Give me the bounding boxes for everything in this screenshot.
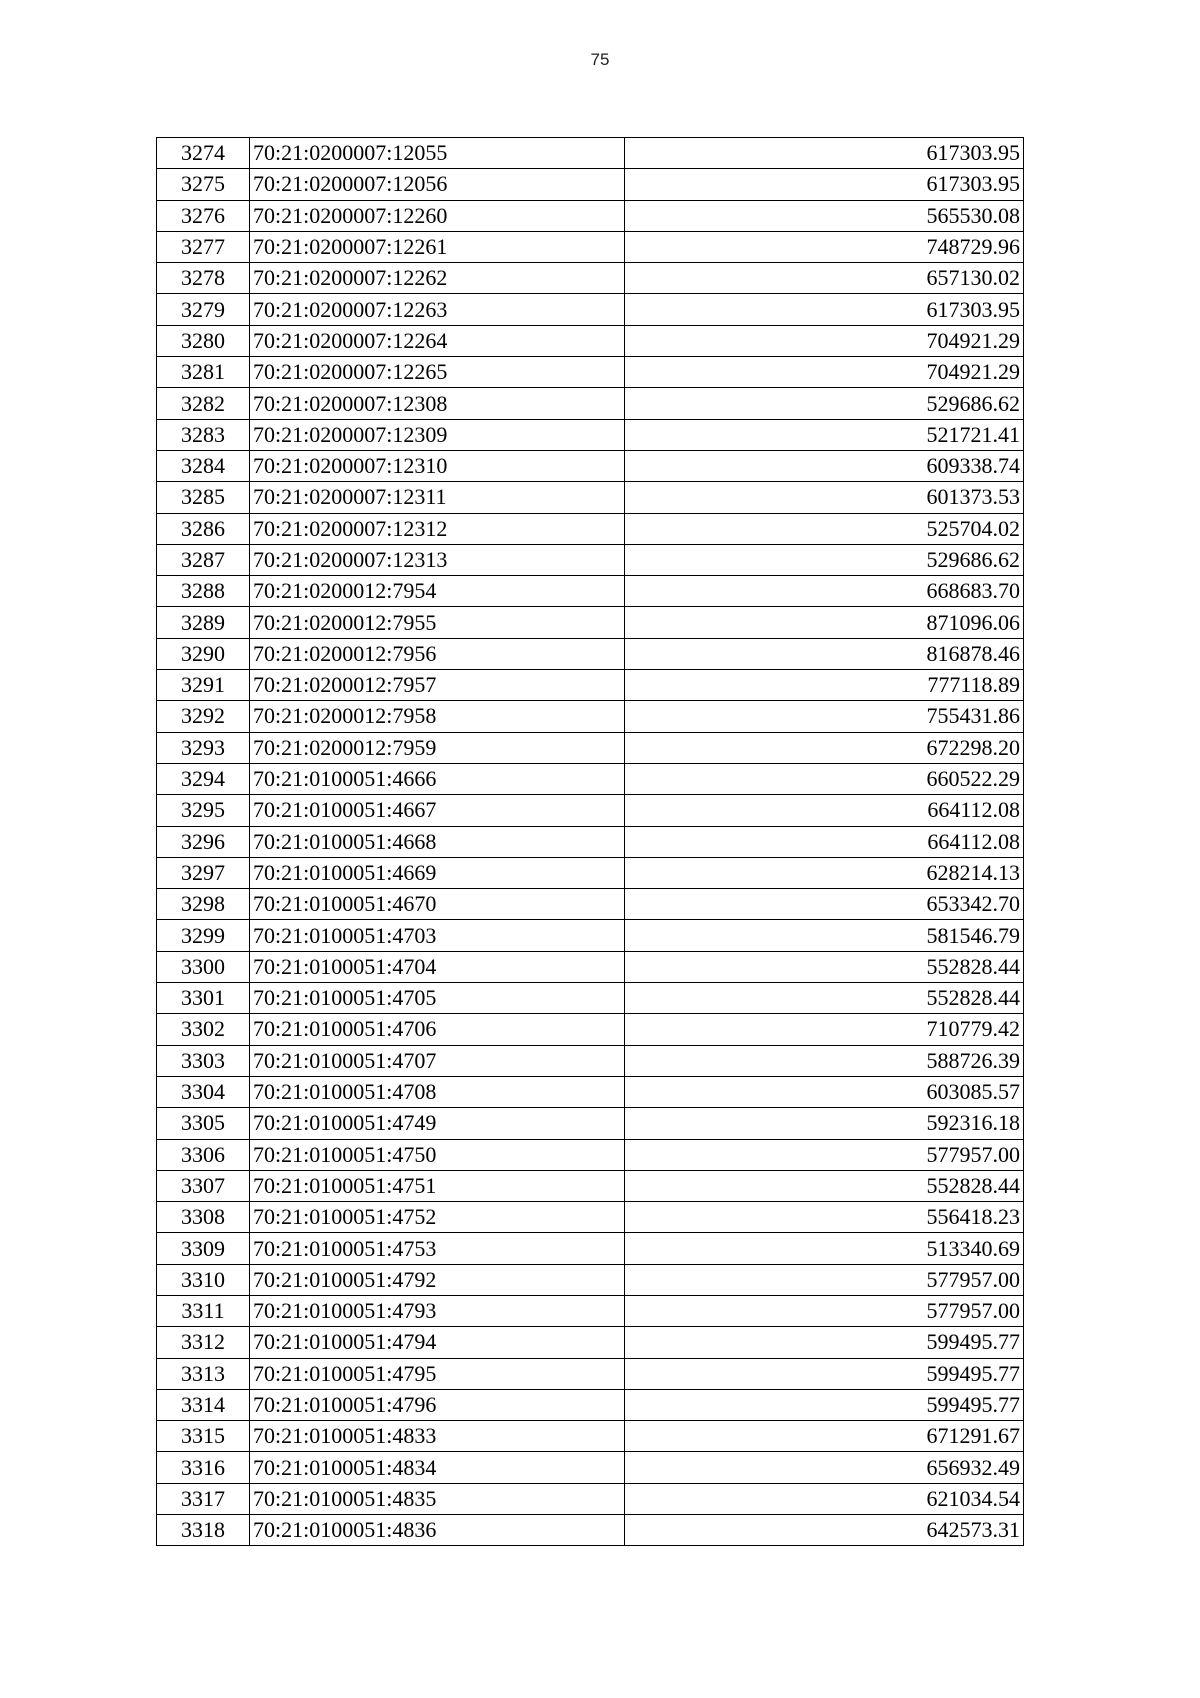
cadastral-number-cell: 70:21:0100051:4793 <box>250 1295 625 1326</box>
value-cell: 599495.77 <box>625 1389 1024 1420</box>
row-number-cell: 3314 <box>157 1389 250 1420</box>
value-cell: 660522.29 <box>625 763 1024 794</box>
row-number-cell: 3281 <box>157 357 250 388</box>
table-row <box>157 513 1024 544</box>
row-number-cell: 3284 <box>157 450 250 481</box>
table-row <box>157 1076 1024 1107</box>
value-cell: 871096.06 <box>625 607 1024 638</box>
value-cell: 672298.20 <box>625 732 1024 763</box>
table-row <box>157 1515 1024 1546</box>
table-row <box>157 732 1024 763</box>
row-number-cell: 3315 <box>157 1421 250 1452</box>
cadastral-number-cell: 70:21:0200007:12262 <box>250 263 625 294</box>
table-row <box>157 388 1024 419</box>
table-row <box>157 795 1024 826</box>
cadastral-number-cell: 70:21:0200012:7958 <box>250 701 625 732</box>
value-cell: 581546.79 <box>625 920 1024 951</box>
cadastral-number-cell: 70:21:0200012:7959 <box>250 732 625 763</box>
table-row <box>157 1202 1024 1233</box>
value-cell: 577957.00 <box>625 1139 1024 1170</box>
value-cell: 603085.57 <box>625 1076 1024 1107</box>
table-row <box>157 889 1024 920</box>
value-cell: 552828.44 <box>625 951 1024 982</box>
table-row <box>157 200 1024 231</box>
value-cell: 621034.54 <box>625 1483 1024 1514</box>
row-number-cell: 3279 <box>157 294 250 325</box>
value-cell: 816878.46 <box>625 638 1024 669</box>
table-row <box>157 638 1024 669</box>
table-row <box>157 419 1024 450</box>
row-number-cell: 3291 <box>157 670 250 701</box>
value-cell: 601373.53 <box>625 482 1024 513</box>
value-cell: 710779.42 <box>625 1014 1024 1045</box>
row-number-cell: 3317 <box>157 1483 250 1514</box>
cadastral-number-cell: 70:21:0100051:4792 <box>250 1264 625 1295</box>
value-cell: 513340.69 <box>625 1233 1024 1264</box>
cadastral-number-cell: 70:21:0100051:4704 <box>250 951 625 982</box>
value-cell: 664112.08 <box>625 795 1024 826</box>
cadastral-number-cell: 70:21:0100051:4666 <box>250 763 625 794</box>
table-row <box>157 951 1024 982</box>
cadastral-number-cell: 70:21:0200012:7954 <box>250 576 625 607</box>
cadastral-number-cell: 70:21:0200007:12263 <box>250 294 625 325</box>
row-number-cell: 3276 <box>157 200 250 231</box>
table-row <box>157 482 1024 513</box>
row-number-cell: 3316 <box>157 1452 250 1483</box>
cadastral-number-cell: 70:21:0100051:4836 <box>250 1515 625 1546</box>
cadastral-number-cell: 70:21:0100051:4834 <box>250 1452 625 1483</box>
row-number-cell: 3290 <box>157 638 250 669</box>
cadastral-number-cell: 70:21:0200007:12056 <box>250 169 625 200</box>
table-row <box>157 1483 1024 1514</box>
value-cell: 529686.62 <box>625 388 1024 419</box>
row-number-cell: 3294 <box>157 763 250 794</box>
cadastral-number-cell: 70:21:0100051:4703 <box>250 920 625 951</box>
value-cell: 588726.39 <box>625 1045 1024 1076</box>
row-number-cell: 3307 <box>157 1170 250 1201</box>
table-row <box>157 294 1024 325</box>
row-number-cell: 3292 <box>157 701 250 732</box>
cadastral-number-cell: 70:21:0100051:4668 <box>250 826 625 857</box>
row-number-cell: 3306 <box>157 1139 250 1170</box>
table-row <box>157 231 1024 262</box>
row-number-cell: 3277 <box>157 231 250 262</box>
table-row <box>157 1264 1024 1295</box>
cadastral-number-cell: 70:21:0200007:12313 <box>250 544 625 575</box>
row-number-cell: 3278 <box>157 263 250 294</box>
row-number-cell: 3303 <box>157 1045 250 1076</box>
value-cell: 657130.02 <box>625 263 1024 294</box>
table-row <box>157 1358 1024 1389</box>
cadastral-number-cell: 70:21:0100051:4750 <box>250 1139 625 1170</box>
table-row <box>157 357 1024 388</box>
row-number-cell: 3280 <box>157 325 250 356</box>
cadastral-number-cell: 70:21:0200007:12311 <box>250 482 625 513</box>
value-cell: 748729.96 <box>625 231 1024 262</box>
cadastral-number-cell: 70:21:0100051:4707 <box>250 1045 625 1076</box>
row-number-cell: 3299 <box>157 920 250 951</box>
value-cell: 577957.00 <box>625 1264 1024 1295</box>
cadastral-number-cell: 70:21:0100051:4669 <box>250 857 625 888</box>
row-number-cell: 3301 <box>157 983 250 1014</box>
table-row <box>157 1233 1024 1264</box>
cadastral-number-cell: 70:21:0200007:12312 <box>250 513 625 544</box>
row-number-cell: 3305 <box>157 1108 250 1139</box>
row-number-cell: 3310 <box>157 1264 250 1295</box>
cadastral-number-cell: 70:21:0200007:12309 <box>250 419 625 450</box>
table-body <box>157 138 1024 1546</box>
table-row <box>157 857 1024 888</box>
row-number-cell: 3285 <box>157 482 250 513</box>
row-number-cell: 3293 <box>157 732 250 763</box>
table-row <box>157 1452 1024 1483</box>
cadastral-number-cell: 70:21:0200007:12055 <box>250 138 625 169</box>
value-cell: 617303.95 <box>625 294 1024 325</box>
row-number-cell: 3287 <box>157 544 250 575</box>
value-cell: 565530.08 <box>625 200 1024 231</box>
table-row <box>157 576 1024 607</box>
table-row <box>157 1295 1024 1326</box>
value-cell: 521721.41 <box>625 419 1024 450</box>
table-row <box>157 1170 1024 1201</box>
value-cell: 628214.13 <box>625 857 1024 888</box>
table-row <box>157 1389 1024 1420</box>
cadastral-number-cell: 70:21:0100051:4708 <box>250 1076 625 1107</box>
table-row <box>157 826 1024 857</box>
row-number-cell: 3288 <box>157 576 250 607</box>
cadastral-number-cell: 70:21:0100051:4833 <box>250 1421 625 1452</box>
row-number-cell: 3296 <box>157 826 250 857</box>
row-number-cell: 3311 <box>157 1295 250 1326</box>
value-cell: 656932.49 <box>625 1452 1024 1483</box>
cadastral-number-cell: 70:21:0100051:4794 <box>250 1327 625 1358</box>
table-row <box>157 1327 1024 1358</box>
value-cell: 599495.77 <box>625 1327 1024 1358</box>
cadastral-number-cell: 70:21:0100051:4749 <box>250 1108 625 1139</box>
row-number-cell: 3289 <box>157 607 250 638</box>
row-number-cell: 3297 <box>157 857 250 888</box>
table-row <box>157 325 1024 356</box>
cadastral-number-cell: 70:21:0200007:12310 <box>250 450 625 481</box>
value-cell: 556418.23 <box>625 1202 1024 1233</box>
row-number-cell: 3274 <box>157 138 250 169</box>
value-cell: 609338.74 <box>625 450 1024 481</box>
cadastral-number-cell: 70:21:0100051:4706 <box>250 1014 625 1045</box>
row-number-cell: 3312 <box>157 1327 250 1358</box>
cadastral-number-cell: 70:21:0100051:4667 <box>250 795 625 826</box>
row-number-cell: 3283 <box>157 419 250 450</box>
cadastral-value-table <box>156 137 1024 1546</box>
row-number-cell: 3282 <box>157 388 250 419</box>
row-number-cell: 3295 <box>157 795 250 826</box>
cadastral-number-cell: 70:21:0100051:4670 <box>250 889 625 920</box>
value-cell: 704921.29 <box>625 357 1024 388</box>
table-row <box>157 169 1024 200</box>
value-cell: 671291.67 <box>625 1421 1024 1452</box>
value-cell: 525704.02 <box>625 513 1024 544</box>
cadastral-number-cell: 70:21:0100051:4753 <box>250 1233 625 1264</box>
row-number-cell: 3309 <box>157 1233 250 1264</box>
cadastral-number-cell: 70:21:0100051:4796 <box>250 1389 625 1420</box>
value-cell: 617303.95 <box>625 138 1024 169</box>
value-cell: 642573.31 <box>625 1515 1024 1546</box>
value-cell: 617303.95 <box>625 169 1024 200</box>
value-cell: 599495.77 <box>625 1358 1024 1389</box>
cadastral-number-cell: 70:21:0100051:4835 <box>250 1483 625 1514</box>
cadastral-number-cell: 70:21:0200012:7957 <box>250 670 625 701</box>
table-row <box>157 983 1024 1014</box>
value-cell: 653342.70 <box>625 889 1024 920</box>
cadastral-number-cell: 70:21:0200007:12265 <box>250 357 625 388</box>
cadastral-number-cell: 70:21:0200012:7956 <box>250 638 625 669</box>
row-number-cell: 3304 <box>157 1076 250 1107</box>
table-row <box>157 607 1024 638</box>
value-cell: 704921.29 <box>625 325 1024 356</box>
table-row <box>157 1014 1024 1045</box>
table-row <box>157 670 1024 701</box>
table-row <box>157 920 1024 951</box>
table-row <box>157 1045 1024 1076</box>
row-number-cell: 3286 <box>157 513 250 544</box>
cadastral-number-cell: 70:21:0200007:12261 <box>250 231 625 262</box>
value-cell: 664112.08 <box>625 826 1024 857</box>
value-cell: 529686.62 <box>625 544 1024 575</box>
table-row <box>157 544 1024 575</box>
cadastral-number-cell: 70:21:0100051:4752 <box>250 1202 625 1233</box>
cadastral-number-cell: 70:21:0100051:4795 <box>250 1358 625 1389</box>
table-row <box>157 1108 1024 1139</box>
table-row <box>157 450 1024 481</box>
value-cell: 755431.86 <box>625 701 1024 732</box>
row-number-cell: 3318 <box>157 1515 250 1546</box>
cadastral-number-cell: 70:21:0200007:12308 <box>250 388 625 419</box>
table-row <box>157 763 1024 794</box>
cadastral-number-cell: 70:21:0200007:12264 <box>250 325 625 356</box>
table-row <box>157 1139 1024 1170</box>
row-number-cell: 3300 <box>157 951 250 982</box>
row-number-cell: 3302 <box>157 1014 250 1045</box>
row-number-cell: 3275 <box>157 169 250 200</box>
cadastral-number-cell: 70:21:0200007:12260 <box>250 200 625 231</box>
page-number: 75 <box>590 50 610 69</box>
value-cell: 668683.70 <box>625 576 1024 607</box>
value-cell: 552828.44 <box>625 983 1024 1014</box>
value-cell: 777118.89 <box>625 670 1024 701</box>
row-number-cell: 3298 <box>157 889 250 920</box>
cadastral-number-cell: 70:21:0100051:4751 <box>250 1170 625 1201</box>
table-row <box>157 138 1024 169</box>
value-cell: 592316.18 <box>625 1108 1024 1139</box>
value-cell: 552828.44 <box>625 1170 1024 1201</box>
cadastral-number-cell: 70:21:0200012:7955 <box>250 607 625 638</box>
row-number-cell: 3308 <box>157 1202 250 1233</box>
value-cell: 577957.00 <box>625 1295 1024 1326</box>
cadastral-number-cell: 70:21:0100051:4705 <box>250 983 625 1014</box>
table-row <box>157 1421 1024 1452</box>
table-row <box>157 263 1024 294</box>
table-row <box>157 701 1024 732</box>
row-number-cell: 3313 <box>157 1358 250 1389</box>
